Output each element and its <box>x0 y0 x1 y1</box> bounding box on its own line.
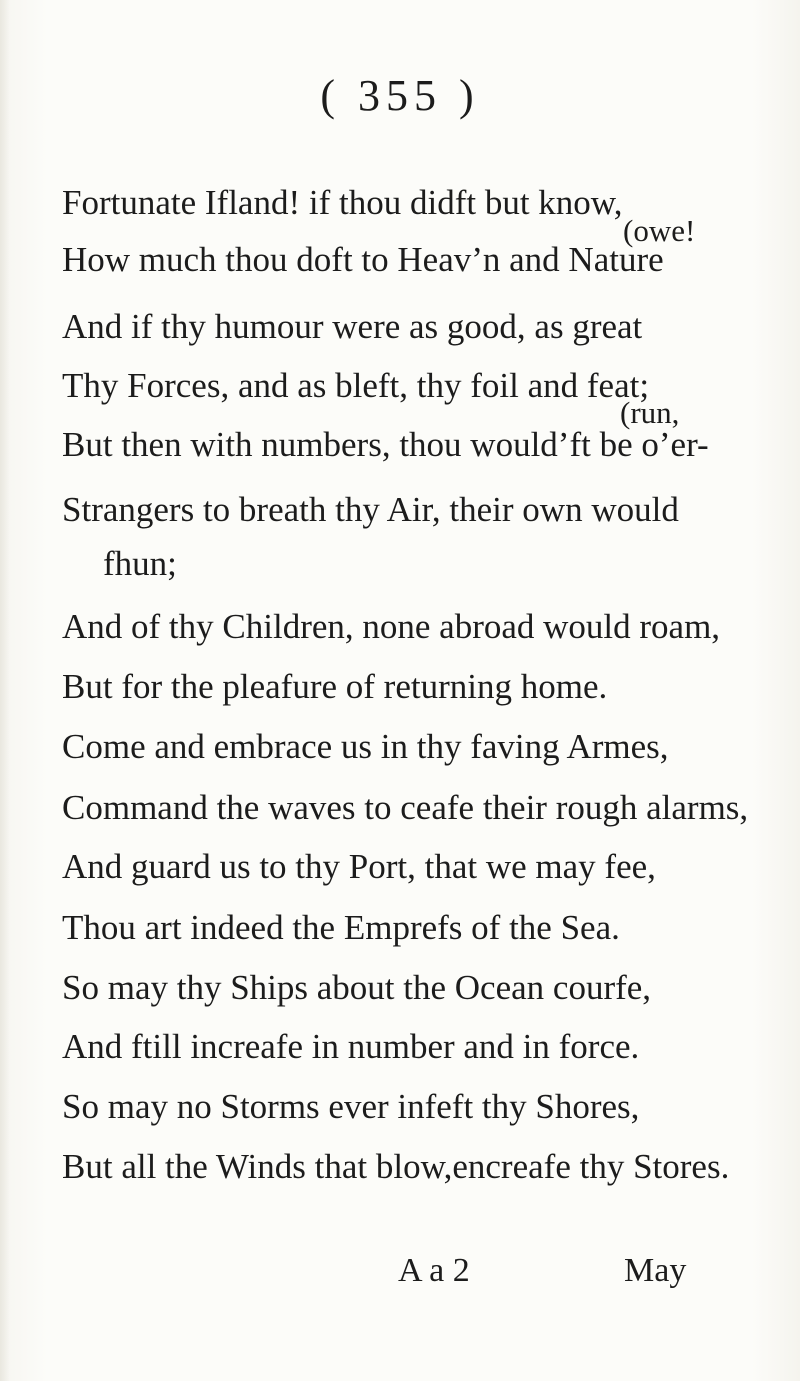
poem-line-5: But then with numbers, thou would’ft be o’er- <box>62 425 709 464</box>
turnover-owe: (owe! <box>623 213 696 248</box>
poem-line-14: And ftill increafe in number and in force. <box>62 1027 640 1066</box>
catchword: May <box>624 1252 687 1289</box>
poem-line-3: And if thy humour were as good, as great <box>62 307 643 346</box>
signature-mark: A a 2 <box>398 1252 470 1289</box>
poem-line-7: And of thy Children, none abroad would roam, <box>62 607 721 646</box>
poem-line-13: So may thy Ships about the Ocean courfe, <box>62 968 652 1007</box>
poem-line-6-runover: fhun; <box>103 544 177 583</box>
poem-line-4: Thy Forces, and as bleft, thy foil and feat; <box>62 366 650 405</box>
page-gutter-shadow <box>0 0 10 1381</box>
poem-line-6: Strangers to breath thy Air, their own would <box>62 490 679 529</box>
poem-line-1: Fortunate Ifland! if thou didft but know, <box>62 183 623 222</box>
poem-line-2: How much thou doft to Heav’n and Nature <box>62 240 664 279</box>
poem-line-16: But all the Winds that blow,encreafe thy Stores. <box>62 1147 730 1186</box>
poem-line-8: But for the pleafure of returning home. <box>62 667 608 706</box>
page-number: ( 355 ) <box>320 71 480 120</box>
turnover-run: (run, <box>620 395 680 430</box>
poem-line-9: Come and embrace us in thy faving Armes, <box>62 727 669 766</box>
poem-line-15: So may no Storms ever infeft thy Shores, <box>62 1087 640 1126</box>
poem-line-11: And guard us to thy Port, that we may fee, <box>62 847 656 886</box>
poem-line-10: Command the waves to ceafe their rough alarms, <box>62 788 749 827</box>
poem-line-12: Thou art indeed the Emprefs of the Sea. <box>62 908 620 947</box>
